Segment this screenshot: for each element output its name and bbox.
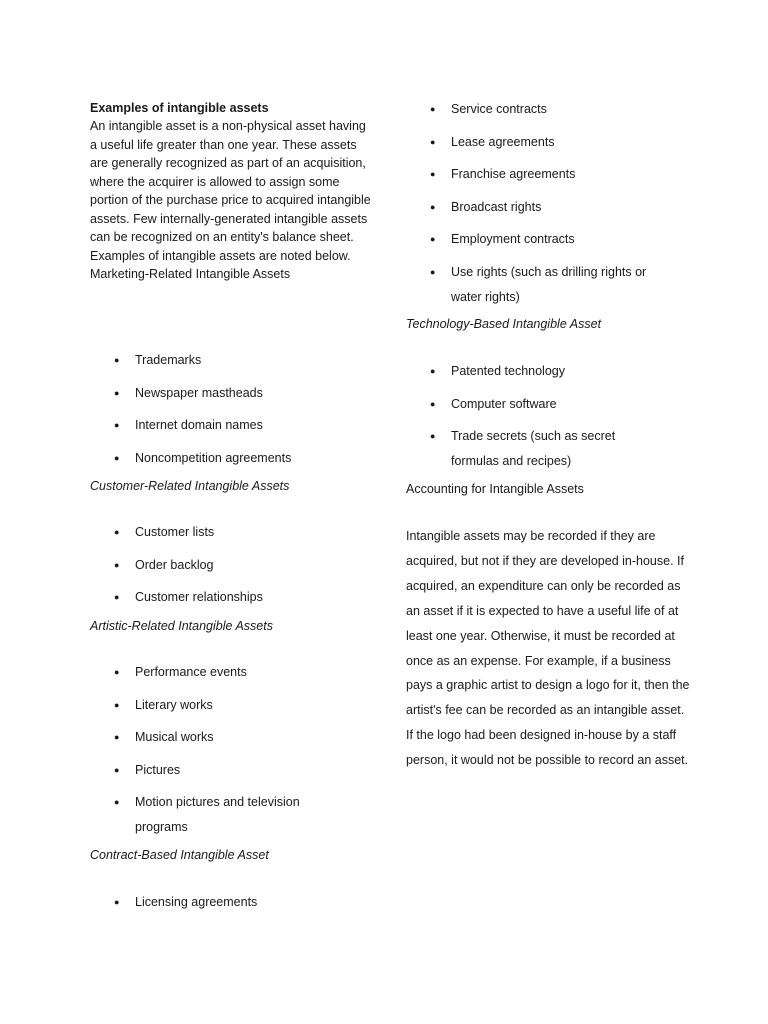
accounting-section-title: Accounting for Intangible Assets bbox=[406, 482, 584, 496]
artistic-section-title: Artistic-Related Intangible Assets bbox=[90, 619, 273, 633]
bullet-icon: ● bbox=[114, 732, 120, 742]
bullet-icon: ● bbox=[114, 527, 120, 537]
artistic-list bbox=[90, 660, 350, 848]
bullet-icon: ● bbox=[430, 366, 436, 376]
list-item: ● Licensing agreements bbox=[90, 890, 375, 915]
list-item: ● Internet domain names bbox=[90, 413, 375, 438]
list-item: ● Patented technology bbox=[406, 359, 656, 384]
bullet-icon: ● bbox=[114, 592, 120, 602]
list-item: ● Franchise agreements bbox=[406, 162, 676, 187]
contract-section-title: Contract-Based Intangible Asset bbox=[90, 848, 269, 862]
marketing-list bbox=[90, 348, 375, 478]
bullet-icon: ● bbox=[114, 797, 120, 807]
bullet-icon: ● bbox=[430, 169, 436, 179]
list-item: ● Lease agreements bbox=[406, 130, 676, 155]
technology-list bbox=[406, 359, 656, 482]
list-item: ● Order backlog bbox=[90, 553, 375, 578]
intro-paragraph: An intangible asset is a non-physical asset having a useful life greater than one year. These assets are generally recognized as part of an acquisition, where the acquirer is allowed to assign some portion of the purchase price to acquired intangible assets. Few internally-generated intangible assets can be recognized on an entity's balance sheet. Examples of intangible assets are noted below. Marketing-Related Intangible Assets bbox=[90, 119, 371, 281]
list-item: ● Noncompetition agreements bbox=[90, 446, 375, 471]
list-item: ● Performance events bbox=[90, 660, 350, 685]
accounting-paragraph: Intangible assets may be recorded if they are acquired, but not if they are developed in-house. If acquired, an expenditure can only be recorded as an asset if it is expected to have a useful life of at least one year. Otherwise, it must be recorded at once as an expense. For example, if a business pays a graphic artist to design a logo for it, then the artist's fee can be recorded as an intangible asset. If the logo had been designed in-house by a staff person, it would not be possible to record an asset. bbox=[406, 529, 690, 768]
list-item: ● Literary works bbox=[90, 693, 350, 718]
document-heading: Examples of intangible assets bbox=[90, 101, 269, 115]
list-item: ● Service contracts bbox=[406, 97, 676, 122]
customer-section-title: Customer-Related Intangible Assets bbox=[90, 479, 290, 493]
bullet-icon: ● bbox=[430, 266, 436, 277]
technology-section-title: Technology-Based Intangible Asset bbox=[406, 317, 602, 331]
list-item: ● Computer software bbox=[406, 392, 656, 417]
customer-list bbox=[90, 520, 375, 618]
list-item: ● Motion pictures and television programs bbox=[90, 790, 350, 840]
bullet-icon: ● bbox=[430, 431, 436, 441]
contract-list-continued bbox=[406, 97, 676, 317]
bullet-icon: ● bbox=[114, 387, 120, 398]
bullet-icon: ● bbox=[114, 420, 120, 430]
list-item: ● Pictures bbox=[90, 758, 350, 783]
bullet-icon: ● bbox=[430, 201, 436, 212]
contract-list bbox=[90, 890, 375, 923]
bullet-icon: ● bbox=[114, 559, 120, 570]
list-item: ● Broadcast rights bbox=[406, 195, 676, 220]
bullet-icon: ● bbox=[114, 667, 120, 677]
bullet-icon: ● bbox=[430, 104, 436, 114]
bullet-icon: ● bbox=[430, 398, 436, 409]
list-item: ● Trade secrets (such as secret formulas and recipes) bbox=[406, 424, 656, 474]
list-item: ● Newspaper mastheads bbox=[90, 381, 375, 406]
list-item: ● Employment contracts bbox=[406, 227, 676, 252]
bullet-icon: ● bbox=[114, 452, 120, 463]
bullet-icon: ● bbox=[430, 136, 436, 147]
bullet-icon: ● bbox=[114, 699, 120, 710]
list-item: ● Musical works bbox=[90, 725, 350, 750]
bullet-icon: ● bbox=[114, 897, 120, 907]
list-item: ● Customer lists bbox=[90, 520, 375, 545]
bullet-icon: ● bbox=[114, 355, 120, 365]
list-item: ● Customer relationships bbox=[90, 585, 375, 610]
list-item: ● Trademarks bbox=[90, 348, 375, 373]
bullet-icon: ● bbox=[430, 234, 436, 244]
bullet-icon: ● bbox=[114, 764, 120, 775]
list-item: ● Use rights (such as drilling rights or water rights) bbox=[406, 260, 676, 310]
